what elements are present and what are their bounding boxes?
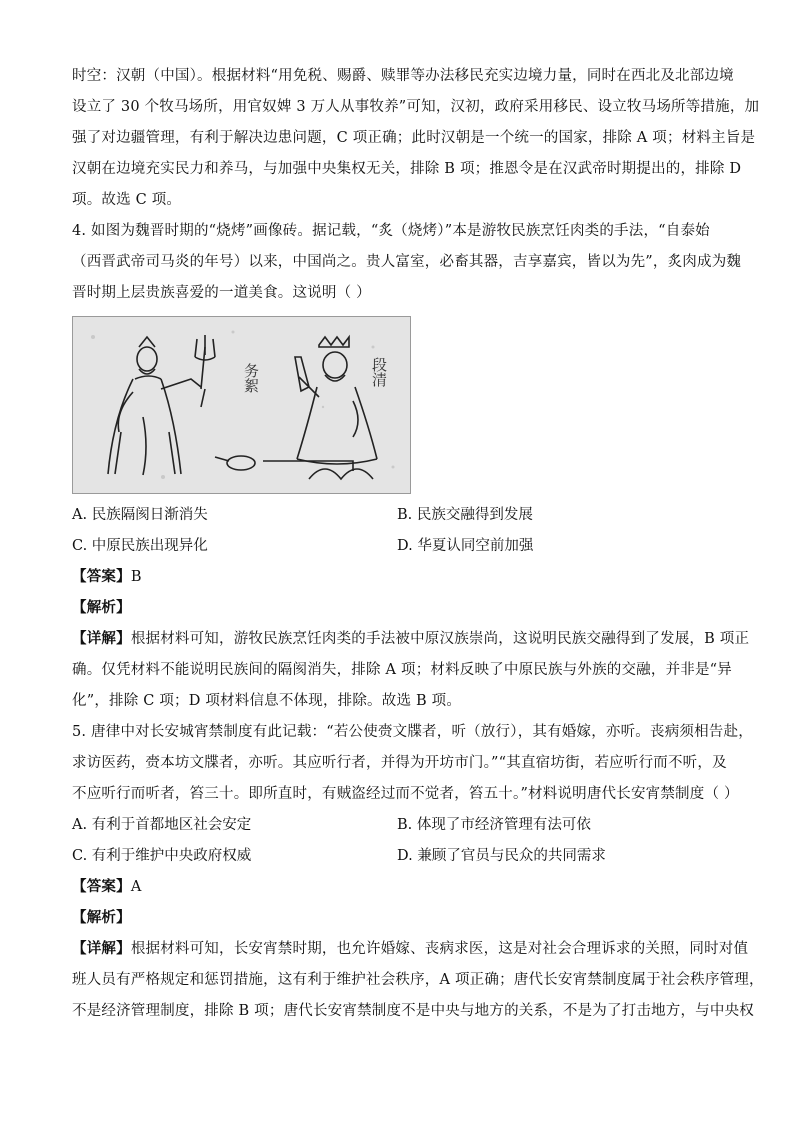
- paragraph-line: 汉朝在边境充实民力和养马，与加强中央集权无关，排除 B 项；推恩令是在汉武帝时期提出的，排除 D: [72, 161, 742, 177]
- q5-option-c: C. 有利于维护中央政府权威: [72, 848, 252, 864]
- q5-option-a: A. 有利于首都地区社会安定: [72, 817, 252, 833]
- paragraph-line: 时空：汉朝（中国）。根据材料“用免税、赐爵、赎罪等办法移民充实边境力量，同时在西北及北部边境: [72, 68, 734, 84]
- q5-stem-line: 求访医药，赍本坊文牒者，亦听。其应听行者，并得为开坊市门。”“其直宿坊街，若应听行而不听，及: [72, 755, 727, 771]
- q4-stem-line: （西晋武帝司马炎的年号）以来，中国尚之。贵人富室，必畜其器，吉享嘉宾，皆以为先”，炙肉成为魏: [72, 254, 742, 270]
- q5-option-b: B. 体现了市经济管理有法可依: [397, 817, 591, 833]
- paragraph-line: 设立了 30 个牧马场所，用官奴婢 3 万人从事牧养”可知，汉初，政府采用移民、设立牧马场所等措施，加: [72, 99, 760, 115]
- q5-stem-line: 5. 唐律中对长安城宵禁制度有此记载：“若公使赍文牒者，听（放行），其有婚嫁，亦听。丧病须相告赴，: [72, 724, 753, 740]
- q4-detail-line: 化”，排除 C 项；D 项材料信息不体现，排除。故选 B 项。: [72, 693, 462, 709]
- detail-tag: 【详解】: [72, 630, 131, 647]
- answer-tag: 【答案】: [72, 878, 131, 895]
- detail-text: 根据材料可知，游牧民族烹饪肉类的手法被中原汉族崇尚，这说明民族交融得到了发展，B 项正: [130, 631, 750, 647]
- answer-tag: 【答案】: [72, 568, 131, 585]
- figure-label-right: 段清: [370, 357, 388, 387]
- q4-stem-line: 晋时期上层贵族喜爱的一道美食。这说明（ ）: [72, 285, 371, 301]
- q5-option-d: D. 兼顾了官员与民众的共同需求: [397, 848, 606, 864]
- q4-detail-line: 确。仅凭材料不能说明民族间的隔阂消失，排除 A 项；材料反映了中原民族与外族的交融，并非是“异: [72, 662, 732, 678]
- q5-detail-line: [72, 939, 749, 959]
- detail-tag: 【详解】: [72, 940, 131, 957]
- q4-answer: [72, 567, 732, 587]
- q5-stem-line: 不应听行而听者，笞三十。即所直时，有贼盗经过而不觉者，笞五十。”材料说明唐代长安宵禁制度（ ）: [72, 786, 739, 802]
- q4-detail-line: [72, 629, 750, 649]
- q5-detail-line: 班人员有严格规定和惩罚措施，这有利于维护社会秩序，A 项正确；唐代长安宵禁制度属于社会秩序管理，: [72, 972, 764, 988]
- answer-value: B: [130, 569, 142, 585]
- q5-detail-line: 不是经济管理制度，排除 B 项；唐代长安宵禁制度不是中央与地方的关系，不是为了打击地方，与中央权: [72, 1003, 754, 1019]
- figure-label-left: 务絮: [242, 363, 260, 393]
- paragraph-line: 强了对边疆管理，有利于解决边患问题，C 项正确；此时汉朝是一个统一的国家，排除 A 项；材料主旨是: [72, 130, 756, 146]
- q4-option-b: B. 民族交融得到发展: [397, 507, 533, 523]
- q4-option-c: C. 中原民族出现异化: [72, 538, 208, 554]
- paragraph-line: 项。故选 C 项。: [72, 192, 182, 208]
- q4-analysis-tag: 【解析】: [72, 599, 131, 616]
- bbq-scene-illustration: [73, 317, 410, 493]
- answer-value: A: [130, 879, 142, 895]
- q5-answer: [72, 877, 732, 897]
- q4-option-d: D. 华夏认同空前加强: [397, 538, 534, 554]
- q4-option-a: A. 民族隔阂日渐消失: [72, 507, 208, 523]
- q5-analysis-tag: 【解析】: [72, 909, 131, 926]
- q4-stem-line: 4. 如图为魏晋时期的“烧烤”画像砖。据记载，“炙（烧烤）”本是游牧民族烹饪肉类的手法，“自泰始: [72, 223, 710, 239]
- detail-text: 根据材料可知，长安宵禁时期，也允许婚嫁、丧病求医，这是对社会合理诉求的关照，同时对值: [130, 941, 749, 957]
- brick-relief-figure: [72, 316, 411, 494]
